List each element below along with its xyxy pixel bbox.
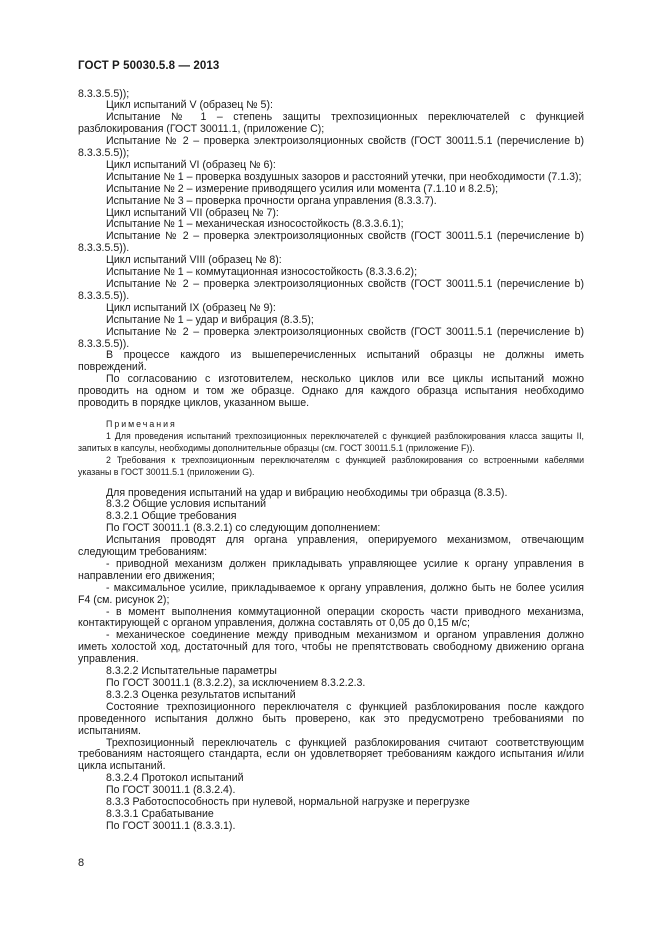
text-line: Испытание № 2 – проверка электроизоляционных свойств (ГОСТ 30011.5.1 (перечисление b) 8.3.3.5.5)). — [78, 325, 584, 350]
text-line: Цикл испытаний VI (образец № 6): — [106, 158, 276, 171]
text-line: Испытание № 1 – степень защиты трехпозиционных переключателей с функцией разблокирования (ГОСТ 30011.1, (приложение С); — [78, 111, 584, 136]
text-line: - максимальное усилие, прикладываемое к органу управления, должно быть не более усилия F4 (см. рисунок 2); — [78, 581, 584, 606]
text-line: Цикл испытаний VIII (образец № 8): — [106, 254, 282, 267]
text-line: Испытание № 1 – механическая износостойкость (8.3.3.6.1); — [106, 218, 404, 231]
document-header: ГОСТ Р 50030.5.8 — 2013 — [78, 60, 220, 72]
page-number: 8 — [78, 857, 85, 869]
text-line: По ГОСТ 30011.1 (8.3.2.1) со следующим дополнением: — [106, 522, 381, 535]
text-line: - приводной механизм должен прикладывать управляющее усилие к органу управления в направлении его движения; — [78, 557, 584, 582]
text-line: 8.3.2 Общие условия испытаний — [106, 498, 267, 511]
document-body — [78, 89, 584, 833]
text-line: - в момент выполнения коммутационной операции скорость части приводного механизма, контактирующей с органом управления, должна составлять от 0,05 до 0,15 м/с; — [78, 605, 584, 630]
text-line: В процессе каждого из вышеперечисленных испытаний образцы не должны иметь повреждений. — [78, 349, 584, 374]
text-line: По ГОСТ 30011.1 (8.3.3.1). — [106, 819, 236, 832]
text-line: 8.3.3.5.5)); — [78, 87, 130, 100]
text-line: 8.3.2.2 Испытательные параметры — [106, 665, 277, 678]
text-line: Для проведения испытаний на удар и вибрацию необходимы три образца (8.3.5). — [106, 486, 508, 499]
text-line: 8.3.2.3 Оценка результатов испытаний — [106, 688, 296, 701]
notes-block — [78, 419, 584, 479]
text-line: Испытания проводят для органа управления, оперируемого механизмом, отвечающим следующим требованиям: — [78, 534, 584, 559]
text-line: 8.3.3 Работоспособность при нулевой, нормальной нагрузке и перегрузке — [106, 796, 470, 809]
test-conditions-section — [78, 488, 584, 833]
text-line: По согласованию с изготовителем, несколько циклов или все циклы испытаний можно проводить на одном и том же образце. Однако для каждого образца испытания необходимо проводить в порядке циклов, указанном выше. — [78, 373, 584, 410]
text-line: Испытание № 2 – проверка электроизоляционных свойств (ГОСТ 30011.5.1 (перечисление b) 8.3.3.5.5)). — [78, 278, 584, 302]
text-line: Цикл испытаний V (образец № 5): — [106, 99, 273, 112]
text-line: Испытание № 2 – измерение приводящего усилия или момента (7.1.10 и 8.2.5); — [106, 182, 499, 195]
text-line: 8.3.3.1 Срабатывание — [106, 807, 214, 820]
text-line: Испытание № 2 – проверка электроизоляционных свойств (ГОСТ 30011.5.1 (перечисление b) 8.3.3.5.5)). — [78, 230, 584, 255]
text-line: 8.3.2.1 Общие требования — [106, 510, 237, 523]
text-line: Цикл испытаний IX (образец № 9): — [106, 301, 276, 314]
text-line: По ГОСТ 30011.1 (8.3.2.2), за исключением 8.3.2.2.3. — [106, 677, 366, 689]
text-line: 8.3.2.4 Протокол испытаний — [106, 772, 244, 785]
text-line: Испытание № 1 – удар и вибрация (8.3.5); — [106, 313, 314, 326]
notes-title: Примечания — [106, 418, 177, 429]
text-line: Испытание № 2 – проверка электроизоляционных свойств (ГОСТ 30011.5.1 (перечисление b) 8.3.3.5.5)); — [78, 135, 584, 160]
text-line: - механическое соединение между приводным механизмом и органом управления должно иметь холостой ход, достаточный для того, чтобы не препятствовать свободному движению органа управления. — [78, 629, 584, 666]
note-item: 2 Требования к трехпозиционным переключателям с функцией разблокирования со встроенными кабелями указаны в ГОСТ 30011.5.1 (приложении G). — [78, 454, 584, 477]
text-line: По ГОСТ 30011.1 (8.3.2.4). — [106, 784, 236, 797]
text-line: Испытание № 3 – проверка прочности органа управления (8.3.3.7). — [106, 194, 437, 207]
text-line: Цикл испытаний VII (образец № 7): — [106, 206, 279, 219]
text-line: Трехпозиционный переключатель с функцией разблокирования считают соответствующим требованиям настоящего стандарта, если он удовлетворяет требованиям каждого испытания и/или цикла испытаний. — [78, 736, 584, 773]
text-line: Испытание № 1 – проверка воздушных зазоров и расстояний утечки, при необходимости (7.1.3); — [106, 170, 582, 183]
note-item: 1 Для проведения испытаний трехпозиционных переключателей с функцией разблокирования класса защиты II, запитых в капсулы, необходимы дополнительные образцы (см. ГОСТ 30011.5.1 (приложение F)). — [78, 430, 584, 453]
text-line: Состояние трехпозиционного переключателя с функцией разблокирования после каждого проведенного испытания должно быть проверено, как это предусмотрено требованиями по испытаниям. — [78, 700, 584, 737]
test-cycles-section — [78, 89, 584, 410]
text-line: Испытание № 1 – коммутационная износостойкость (8.3.3.6.2); — [106, 266, 418, 279]
